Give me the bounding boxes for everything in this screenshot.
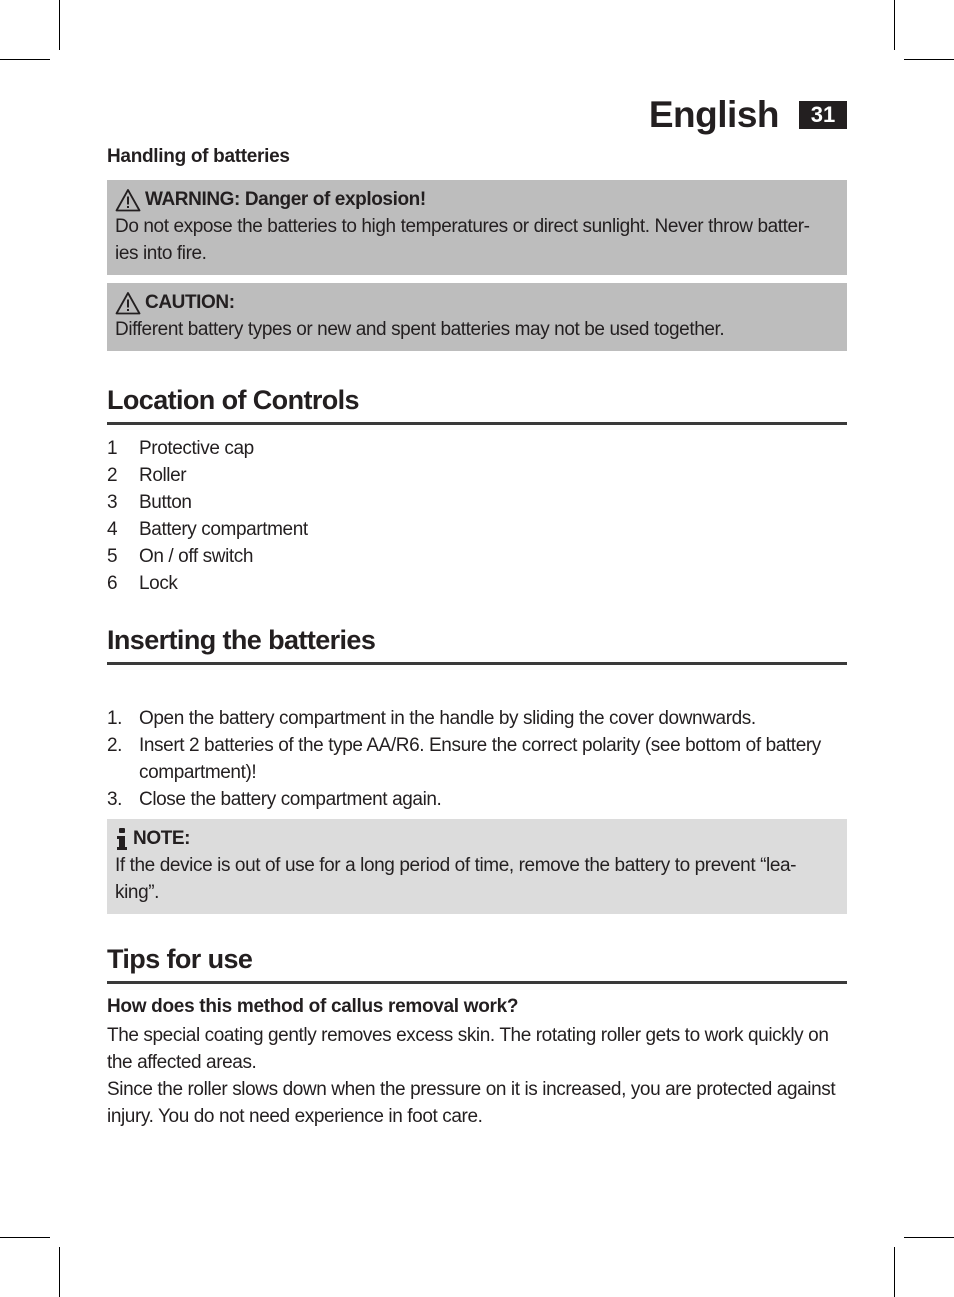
step-line: Insert 2 batteries of the type AA/R6. Ensure the correct polarity (see bottom of battery (139, 735, 821, 756)
body-text-line: injury. You do not need experience in foot care. (107, 1106, 483, 1127)
body-text-line: The special coating gently removes excess skin. The rotating roller gets to work quickly on (107, 1025, 829, 1046)
caution-title: CAUTION: (145, 292, 235, 313)
item-number: 3 (107, 492, 118, 513)
crop-mark (59, 1247, 60, 1297)
list-item (107, 516, 847, 543)
warning-text-line: ies into fire. (115, 243, 207, 264)
step-line: Close the battery compartment again. (139, 789, 442, 810)
batteries-heading: Handling of batteries (107, 146, 290, 167)
list-item (107, 570, 847, 597)
item-number: 4 (107, 519, 118, 540)
crop-mark (0, 1237, 50, 1238)
body-text-line: Since the roller slows down when the pressure on it is increased, you are protected against (107, 1079, 836, 1100)
item-number: 6 (107, 573, 118, 594)
controls-list (107, 435, 847, 597)
crop-mark (0, 59, 50, 60)
warning-title-row (115, 186, 839, 213)
crop-mark (894, 1247, 895, 1297)
note-title-row (115, 825, 839, 852)
step-text (139, 786, 441, 813)
controls-heading: Location of Controls (107, 385, 847, 425)
info-icon (115, 827, 129, 851)
caution-title-row (115, 289, 839, 316)
tips-subheading: How does this method of callus removal work? (107, 996, 519, 1017)
list-item (107, 489, 847, 516)
item-number: 2 (107, 465, 118, 486)
page-number: 31 (799, 101, 847, 129)
item-label: Battery compartment (139, 519, 308, 540)
warning-triangle-icon (115, 188, 141, 212)
item-label: On / off switch (139, 546, 254, 567)
crop-mark (904, 1237, 954, 1238)
step-number: 3. (107, 789, 123, 810)
language-label: English (648, 94, 779, 135)
note-title: NOTE: (133, 828, 191, 849)
item-number: 5 (107, 546, 118, 567)
list-item (107, 543, 847, 570)
warning-box (107, 180, 847, 275)
inserting-heading: Inserting the batteries (107, 625, 847, 665)
body-text-line: the affected areas. (107, 1052, 257, 1073)
note-box (107, 819, 847, 914)
inserting-steps (107, 705, 847, 813)
step-line: Open the battery compartment in the handle by sliding the cover downwards. (139, 708, 756, 729)
warning-text-line: Do not expose the batteries to high temperatures or direct sunlight. Never throw batter- (115, 216, 810, 237)
warning-title: WARNING: Danger of explosion! (145, 189, 426, 210)
list-item (107, 462, 847, 489)
caution-text: Different battery types or new and spent batteries may not be used together. (115, 319, 725, 340)
step-text (139, 732, 821, 786)
tips-heading: Tips for use (107, 944, 847, 984)
page-header (649, 94, 847, 136)
note-text-line: If the device is out of use for a long period of time, remove the battery to prevent “lea- (115, 855, 797, 876)
caution-box (107, 283, 847, 351)
list-item (107, 732, 847, 786)
item-label: Protective cap (139, 438, 254, 459)
page-content (107, 146, 847, 1130)
step-number: 2. (107, 735, 123, 756)
list-item (107, 705, 847, 732)
list-item (107, 435, 847, 462)
crop-mark (59, 0, 60, 50)
step-number: 1. (107, 708, 123, 729)
item-label: Lock (139, 573, 178, 594)
item-label: Roller (139, 465, 187, 486)
list-item (107, 786, 847, 813)
item-label: Button (139, 492, 192, 513)
item-number: 1 (107, 438, 118, 459)
crop-mark (894, 0, 895, 50)
note-text-line: king”. (115, 882, 160, 903)
step-text (139, 705, 756, 732)
warning-triangle-icon (115, 291, 141, 315)
tips-body (107, 1022, 847, 1130)
crop-mark (904, 59, 954, 60)
step-line: compartment)! (139, 762, 257, 783)
